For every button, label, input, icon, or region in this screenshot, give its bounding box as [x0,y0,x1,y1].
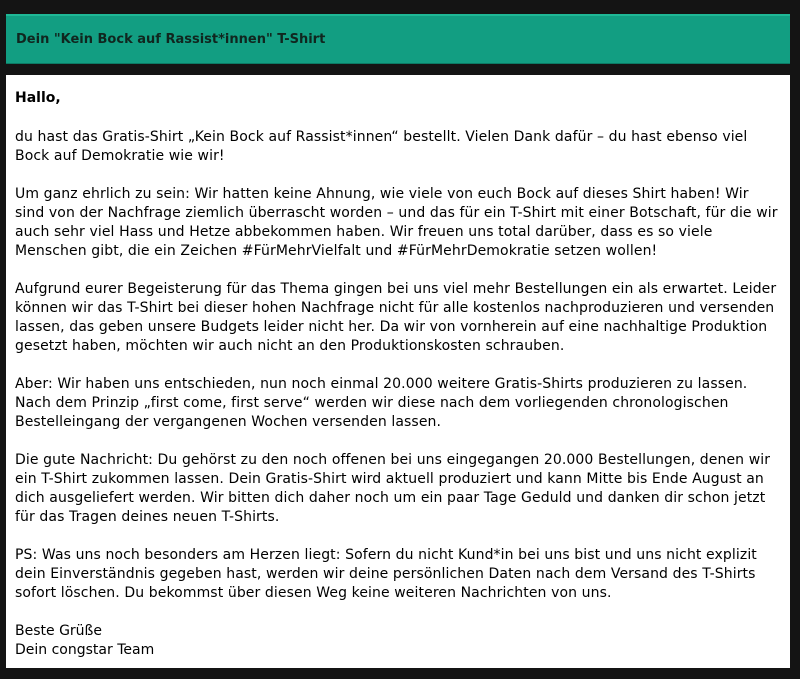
subject-divider [6,63,790,64]
email-paragraph: Aber: Wir haben uns entschieden, nun noch einmal 20.000 weitere Gratis-Shirts produzieren zu lassen. Nach dem Prinzip „first come, first serve“ werden wir diese nach dem vorliegenden chronologischen Bestelleingang der vergangenen Wochen versenden lassen. [15,376,748,430]
top-gap [0,0,800,14]
email-closing: Beste Grüße [15,623,102,639]
email-signature: Dein congstar Team [15,642,155,658]
email-subject: Dein "Kein Bock auf Rassist*innen" T-Shirt [16,32,326,47]
email-body[interactable] [6,75,790,668]
email-paragraph: Aufgrund eurer Begeisterung für das Thema gingen bei uns viel mehr Bestellungen ein als erwartet. Leider können wir das T-Shirt bei dieser hohen Nachfrage nicht für alle kostenlos nachproduzieren und versenden lassen, das geben unsere Budgets leider nicht her. Da wir von vornherein auf eine nachhaltige Produktion gesetzt haben, möchten wir auch nicht an den Produktionskosten schrauben. [15,281,777,354]
email-greeting: Hallo, [15,90,61,106]
email-paragraph: PS: Was uns noch besonders am Herzen liegt: Sofern du nicht Kund*in bei uns bist und uns nicht explizit dein Einverständnis gegeben hast, werden wir deine persönlichen Daten nach dem Versand des T-Shirts sofort löschen. Du bekommst über diesen Weg keine weiteren Nachrichten von uns. [15,547,757,601]
email-paragraph: Um ganz ehrlich zu sein: Wir hatten keine Ahnung, wie viele von euch Bock auf dieses Shirt haben! Wir sind von der Nachfrage ziemlich überrascht worden – und das für ein T-Shirt mit einer Botschaft, für die wir auch sehr viel Hass und Hetze abbekommen haben. Wir freuen uns total darüber, dass es so viele Menschen gibt, die ein Zeichen #FürMehrVielfalt und #FürMehrDemokratie setzen wollen! [15,186,778,259]
email-paragraph: du hast das Gratis-Shirt „Kein Bock auf Rassist*innen“ bestellt. Vielen Dank dafür – du hast ebenso viel Bock auf Demokratie wie wir! [15,129,748,164]
email-paragraph: Die gute Nachricht: Du gehörst zu den noch offenen bei uns eingegangen 20.000 Bestellungen, denen wir ein T-Shirt zukommen lassen. Dein Gratis-Shirt wird aktuell produziert und kann Mitte bis Ende August an dich ausgeliefert werden. Wir bitten dich daher noch um ein paar Tage Geduld und danken dir schon jetzt für das Tragen deines neuen T-Shirts. [15,452,771,525]
email-subject-bar [6,14,790,64]
